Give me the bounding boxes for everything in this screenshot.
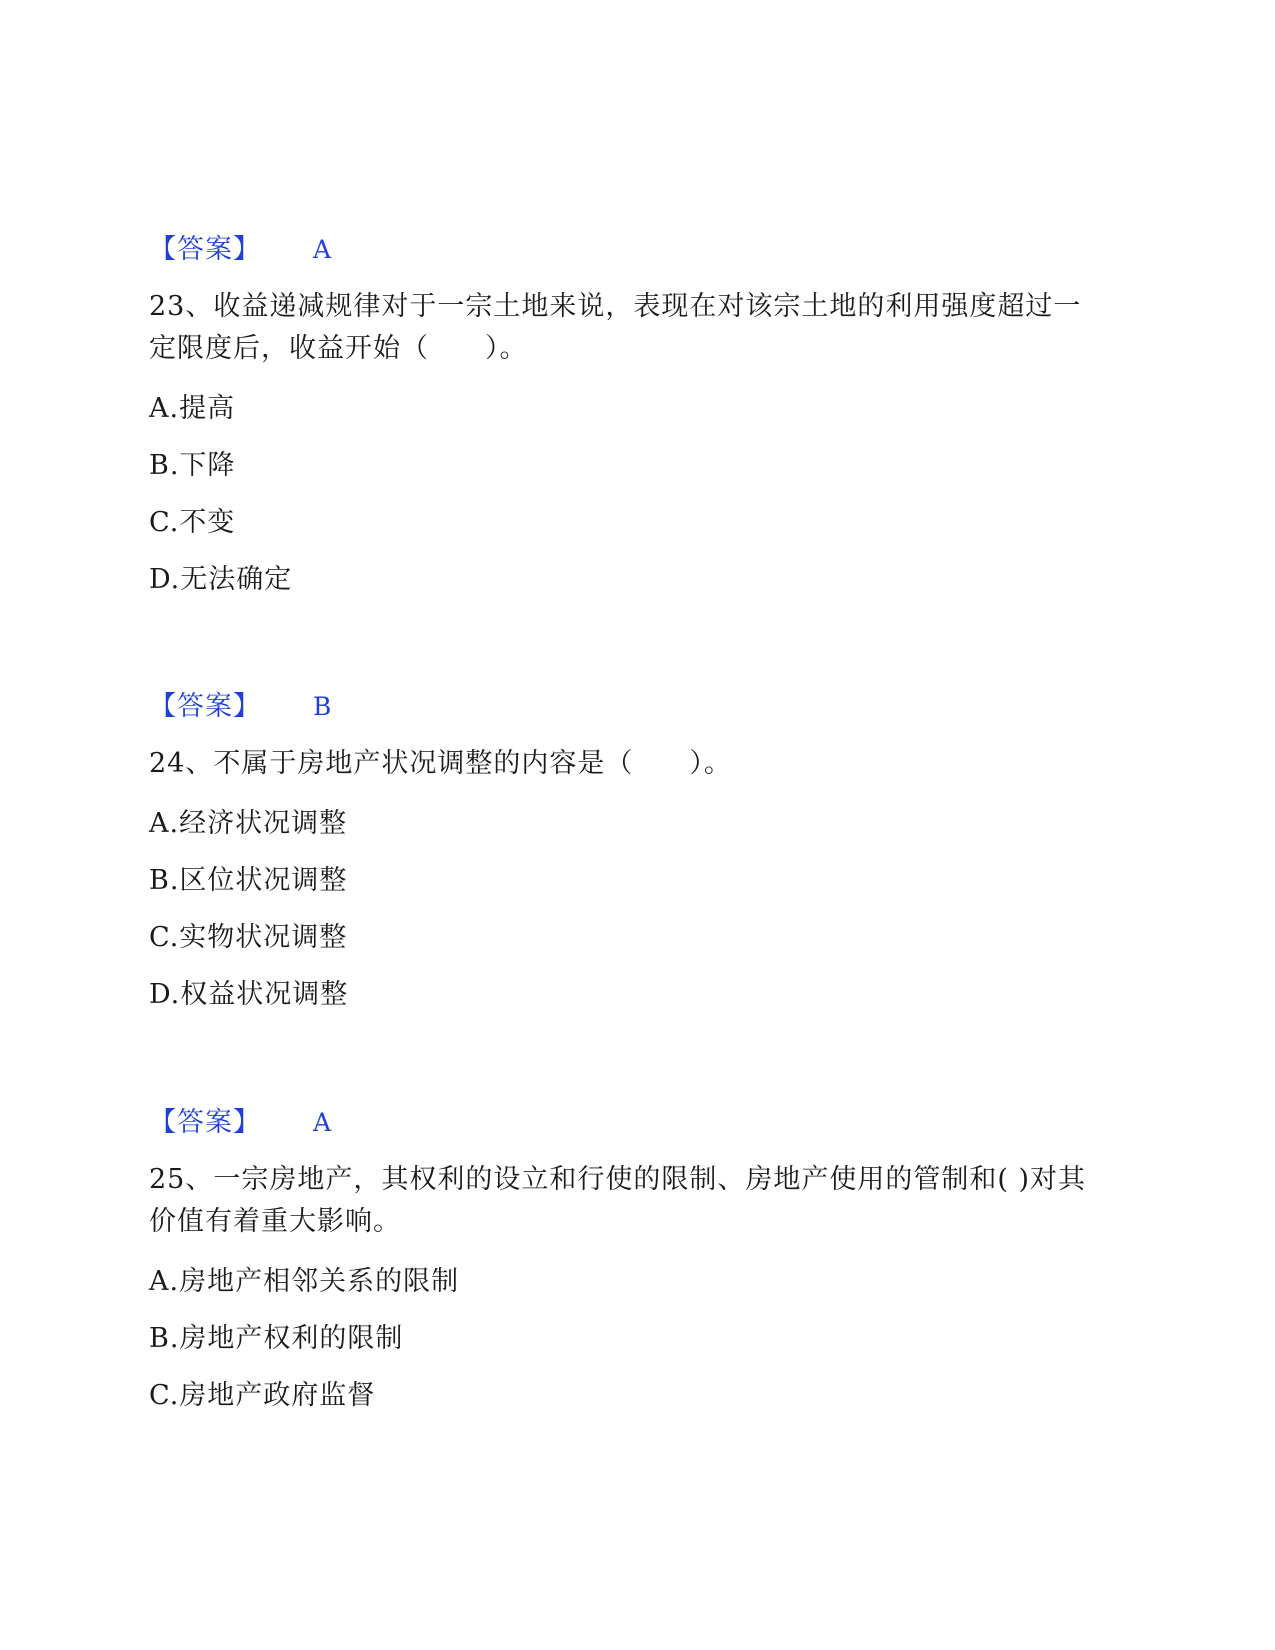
answer-label: 【答案】 xyxy=(149,691,261,722)
option-d: D.权益状况调整 xyxy=(149,979,349,1010)
question-text: 25、一宗房地产，其权利的设立和行使的限制、房地产使用的管制和( )对其价值有着重大影响。 xyxy=(149,1164,1087,1237)
option-c: C.不变 xyxy=(149,507,236,538)
option-a: A.经济状况调整 xyxy=(149,808,348,839)
option-c: C.实物状况调整 xyxy=(149,922,348,953)
option-a: A.提高 xyxy=(149,393,236,424)
answer-line xyxy=(149,1105,1109,1141)
answer-value: B xyxy=(313,692,332,721)
answer-value: A xyxy=(313,235,332,264)
question-text: 24、不属于房地产状况调整的内容是（ ）。 xyxy=(149,748,732,779)
question-block-25 xyxy=(149,1105,1109,1414)
question-block-23 xyxy=(149,232,1109,598)
answer-value: A xyxy=(313,1108,332,1137)
option-d: D.无法确定 xyxy=(149,564,293,595)
answer-line xyxy=(149,232,1109,268)
option-a: A.房地产相邻关系的限制 xyxy=(149,1266,460,1297)
question-text: 23、收益递减规律对于一宗土地来说，表现在对该宗土地的利用强度超过一定限度后，收益开始（ ）。 xyxy=(149,291,1082,364)
option-b: B.下降 xyxy=(149,450,236,481)
answer-label: 【答案】 xyxy=(149,1107,261,1138)
option-b: B.房地产权利的限制 xyxy=(149,1323,404,1354)
question-block-24 xyxy=(149,689,1109,1013)
answer-line xyxy=(149,689,1109,725)
option-b: B.区位状况调整 xyxy=(149,865,348,896)
answer-label: 【答案】 xyxy=(149,234,261,265)
option-c: C.房地产政府监督 xyxy=(149,1380,376,1411)
